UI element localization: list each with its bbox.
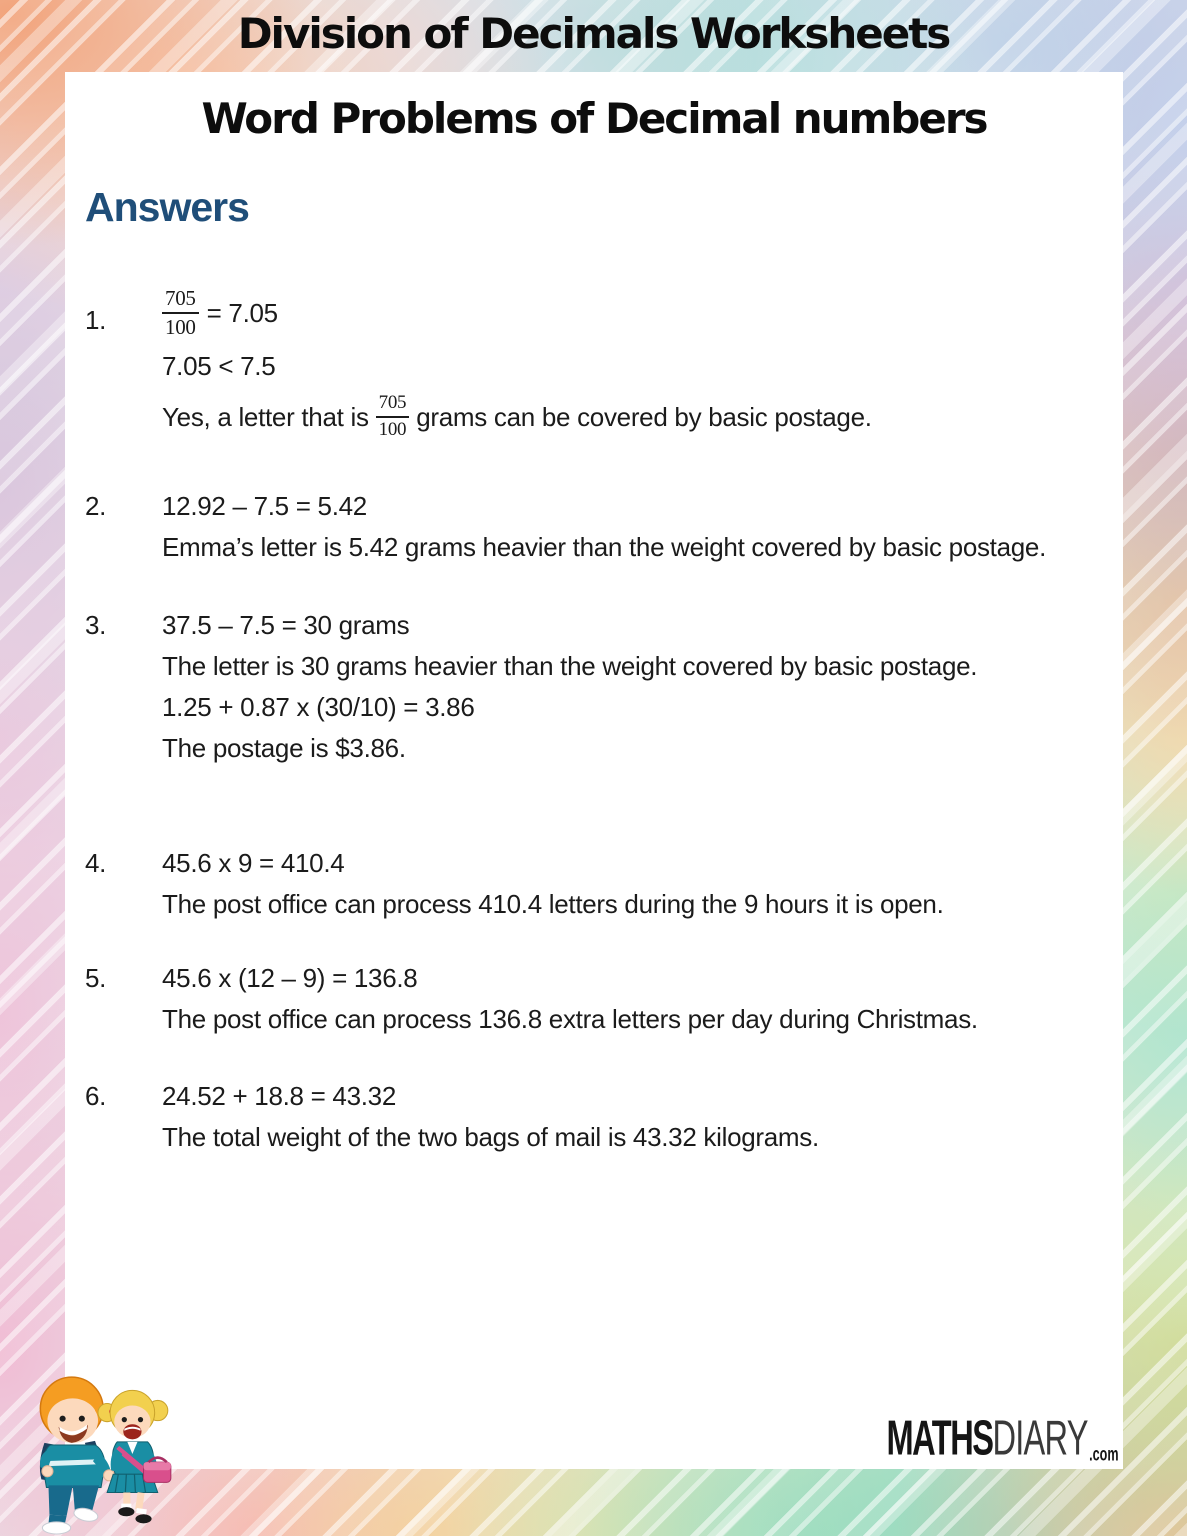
answer-item-6 xyxy=(85,1076,1111,1158)
fraction: $\frac{705}{100}$ xyxy=(376,392,410,442)
answer-number: 6. xyxy=(85,1081,107,1111)
sentence-line: The total weight of the two bags of mail is 43.32 kilograms. xyxy=(162,1122,819,1152)
equation-result: = 7.05 xyxy=(206,297,278,328)
sentence-line: The post office can process 136.8 extra letters per day during Christmas. xyxy=(162,1004,978,1034)
sentence-line: The letter is 30 grams heavier than the weight covered by basic postage. xyxy=(162,651,978,681)
answer-item-2 xyxy=(85,486,1111,568)
answers-heading: Answers xyxy=(85,184,249,230)
sentence-suffix: grams can be covered by basic postage. xyxy=(416,401,872,432)
logo-tld-text: .com xyxy=(1089,1443,1119,1465)
logo-bold-text: MATHS xyxy=(886,1411,993,1466)
answer-number: 5. xyxy=(85,963,107,993)
equation-line: 37.5 – 7.5 = 30 grams xyxy=(162,610,410,640)
answer-number: 3. xyxy=(85,610,107,640)
sentence-line: Emma’s letter is 5.42 grams heavier than the weight covered by basic postage. xyxy=(162,532,1047,562)
answer-number: 2. xyxy=(85,491,107,521)
answer-item-4 xyxy=(85,843,1111,925)
fraction: $\frac{705}{100}$ xyxy=(162,286,199,340)
equation-line-2: 1.25 + 0.87 x (30/10) = 3.86 xyxy=(162,692,475,722)
answer-item-1 xyxy=(85,286,1111,442)
answer-number: 4. xyxy=(85,848,107,878)
sentence-prefix: Yes, a letter that is xyxy=(162,401,369,432)
equation-line xyxy=(162,286,1111,340)
worksheet-subtitle: Word Problems of Decimal numbers xyxy=(201,94,987,143)
worksheet-sheet xyxy=(65,72,1123,1469)
mathsdiary-logo xyxy=(887,1411,1119,1467)
comparison-line: 7.05 < 7.5 xyxy=(162,351,276,382)
page-title: Division of Decimals Worksheets xyxy=(237,9,950,58)
answer-number: 1. xyxy=(85,305,107,335)
equation-line: 45.6 x (12 – 9) = 136.8 xyxy=(162,963,418,993)
sentence-line xyxy=(162,392,1111,442)
sentence-line-2: The postage is $3.86. xyxy=(162,733,406,763)
answer-item-3 xyxy=(85,605,1111,769)
school-kids-illustration xyxy=(14,1362,180,1536)
logo-light-text: DIARY xyxy=(992,1411,1089,1466)
equation-line: 12.92 – 7.5 = 5.42 xyxy=(162,491,367,521)
answer-item-5 xyxy=(85,958,1111,1040)
equation-line: 45.6 x 9 = 410.4 xyxy=(162,848,345,878)
sentence-line: The post office can process 410.4 letters during the 9 hours it is open. xyxy=(162,889,944,919)
equation-line: 24.52 + 18.8 = 43.32 xyxy=(162,1081,396,1111)
